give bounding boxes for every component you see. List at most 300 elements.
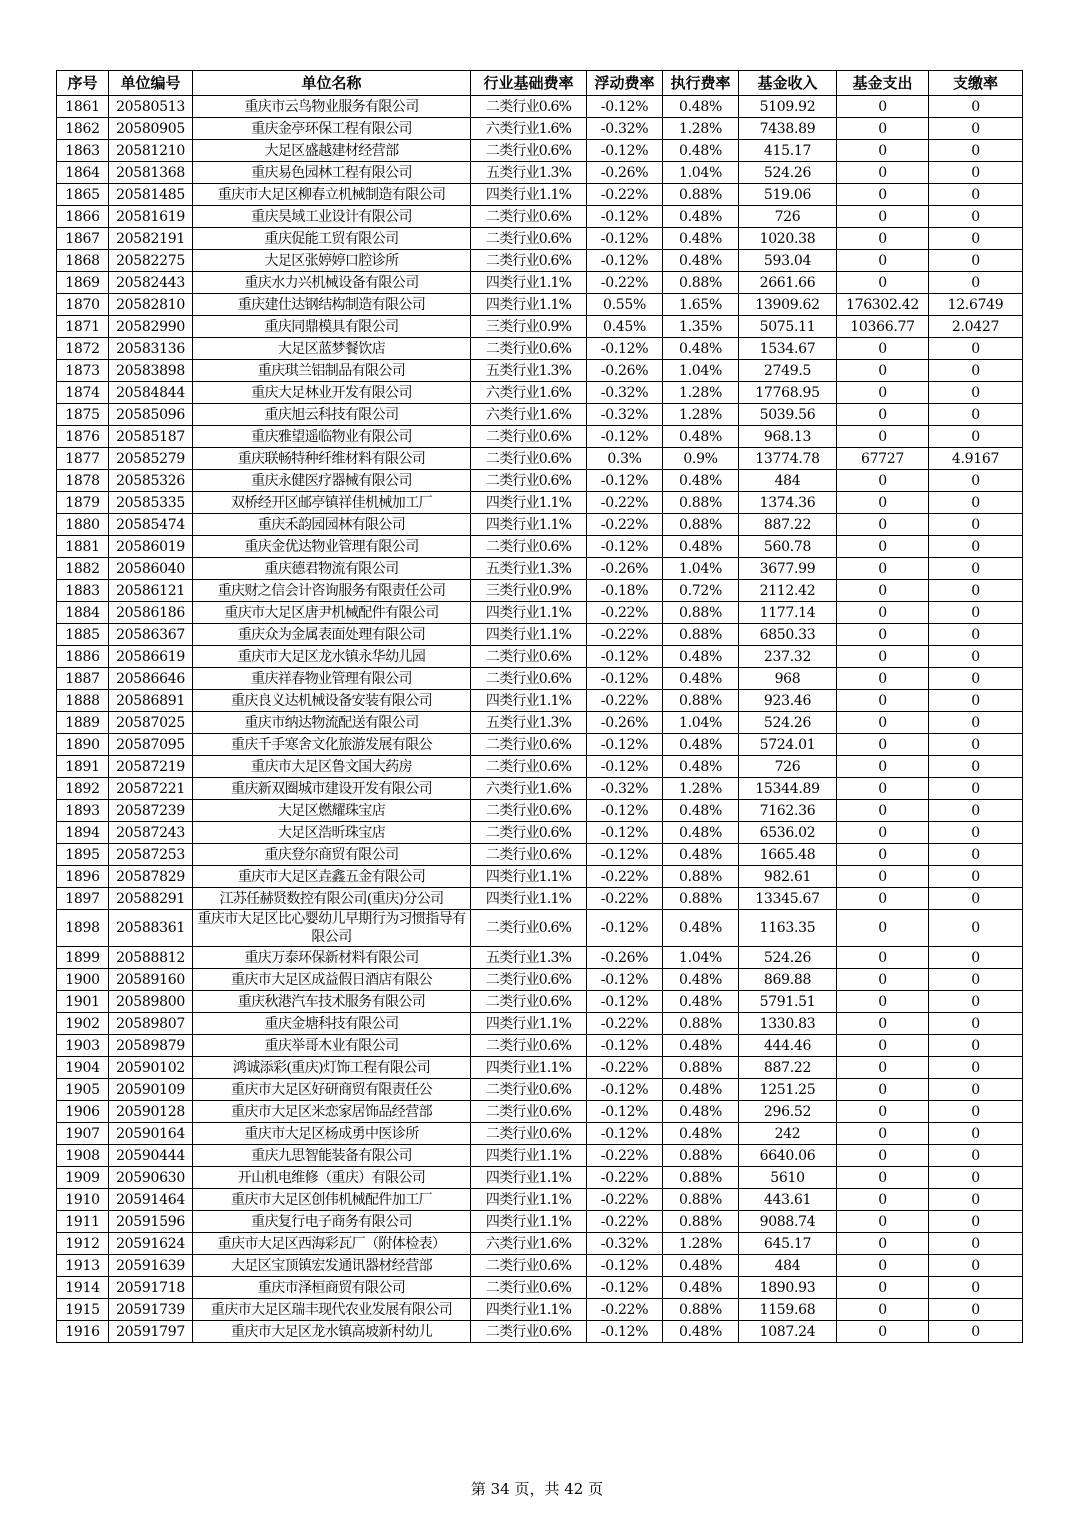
exec-rate-cell: 0.48%: [663, 991, 739, 1013]
payout-ratio-cell: 0: [929, 888, 1023, 910]
table-row: [57, 1167, 1023, 1189]
unit-code-cell: 20586367: [109, 624, 193, 646]
unit-name-cell: 重庆市大足区龙水镇永华幼儿园: [193, 646, 471, 668]
float-rate-cell: -0.32%: [587, 118, 663, 140]
fund-expense-cell: 0: [837, 162, 929, 184]
fund-expense-cell: 0: [837, 624, 929, 646]
fund-income-cell: 3677.99: [739, 558, 837, 580]
unit-code-cell: 20585187: [109, 426, 193, 448]
fund-expense-cell: 0: [837, 1079, 929, 1101]
exec-rate-cell: 1.28%: [663, 404, 739, 426]
base-rate-cell: 四类行业1.1%: [471, 1189, 587, 1211]
fund-expense-cell: 0: [837, 1277, 929, 1299]
fund-income-cell: 9088.74: [739, 1211, 837, 1233]
unit-code-cell: 20588812: [109, 947, 193, 969]
base-rate-cell: 四类行业1.1%: [471, 1299, 587, 1321]
table-row: [57, 1299, 1023, 1321]
fund-income-cell: 1534.67: [739, 338, 837, 360]
float-rate-cell: -0.22%: [587, 1299, 663, 1321]
unit-code-cell: 20591624: [109, 1233, 193, 1255]
seq-cell: 1895: [57, 844, 109, 866]
payout-ratio-cell: 0: [929, 184, 1023, 206]
fund-expense-cell: 0: [837, 338, 929, 360]
base-rate-cell: 二类行业0.6%: [471, 910, 587, 947]
header-seq: 序号: [57, 71, 109, 96]
fund-income-cell: 1159.68: [739, 1299, 837, 1321]
base-rate-cell: 二类行业0.6%: [471, 668, 587, 690]
fund-expense-cell: 10366.77: [837, 316, 929, 338]
exec-rate-cell: 1.04%: [663, 162, 739, 184]
seq-cell: 1882: [57, 558, 109, 580]
float-rate-cell: -0.26%: [587, 947, 663, 969]
exec-rate-cell: 0.48%: [663, 969, 739, 991]
base-rate-cell: 五类行业1.3%: [471, 947, 587, 969]
exec-rate-cell: 1.04%: [663, 360, 739, 382]
fund-income-cell: 15344.89: [739, 778, 837, 800]
exec-rate-cell: 1.04%: [663, 947, 739, 969]
table-row: [57, 888, 1023, 910]
fund-expense-cell: 176302.42: [837, 294, 929, 316]
table-row: [57, 1211, 1023, 1233]
fund-income-cell: 17768.95: [739, 382, 837, 404]
unit-name-cell: 重庆同鼎模具有限公司: [193, 316, 471, 338]
table-row: [57, 602, 1023, 624]
table-row: [57, 778, 1023, 800]
table-row: [57, 96, 1023, 118]
unit-name-cell: 重庆众为金属表面处理有限公司: [193, 624, 471, 646]
table-row: [57, 470, 1023, 492]
unit-name-cell: 重庆市大足区创伟机械配件加工厂: [193, 1189, 471, 1211]
fund-income-cell: 887.22: [739, 514, 837, 536]
fund-expense-cell: 0: [837, 272, 929, 294]
base-rate-cell: 四类行业1.1%: [471, 624, 587, 646]
base-rate-cell: 二类行业0.6%: [471, 1255, 587, 1277]
unit-code-cell: 20585096: [109, 404, 193, 426]
unit-code-cell: 20591639: [109, 1255, 193, 1277]
table-row: [57, 228, 1023, 250]
exec-rate-cell: 0.88%: [663, 1211, 739, 1233]
payout-ratio-cell: 0: [929, 382, 1023, 404]
fund-income-cell: 5039.56: [739, 404, 837, 426]
seq-cell: 1880: [57, 514, 109, 536]
fund-income-cell: 982.61: [739, 866, 837, 888]
base-rate-cell: 四类行业1.1%: [471, 294, 587, 316]
fund-income-cell: 5610: [739, 1167, 837, 1189]
exec-rate-cell: 0.48%: [663, 1101, 739, 1123]
seq-cell: 1886: [57, 646, 109, 668]
float-rate-cell: -0.26%: [587, 558, 663, 580]
unit-code-cell: 20586891: [109, 690, 193, 712]
seq-cell: 1890: [57, 734, 109, 756]
seq-cell: 1894: [57, 822, 109, 844]
payout-ratio-cell: 0: [929, 250, 1023, 272]
unit-code-cell: 20591718: [109, 1277, 193, 1299]
table-row: [57, 426, 1023, 448]
payout-ratio-cell: 0: [929, 991, 1023, 1013]
fund-expense-cell: 0: [837, 558, 929, 580]
float-rate-cell: -0.12%: [587, 646, 663, 668]
seq-cell: 1907: [57, 1123, 109, 1145]
fund-income-cell: 1087.24: [739, 1321, 837, 1343]
payout-ratio-cell: 12.6749: [929, 294, 1023, 316]
unit-name-cell: 重庆市大足区垚鑫五金有限公司: [193, 866, 471, 888]
exec-rate-cell: 1.28%: [663, 382, 739, 404]
seq-cell: 1892: [57, 778, 109, 800]
fund-income-cell: 726: [739, 206, 837, 228]
unit-name-cell: 重庆市大足区瑞丰现代农业发展有限公司: [193, 1299, 471, 1321]
fund-expense-cell: 0: [837, 1123, 929, 1145]
float-rate-cell: -0.12%: [587, 250, 663, 272]
table-row: [57, 536, 1023, 558]
seq-cell: 1874: [57, 382, 109, 404]
fund-expense-cell: 0: [837, 866, 929, 888]
payout-ratio-cell: 0: [929, 1321, 1023, 1343]
exec-rate-cell: 1.04%: [663, 712, 739, 734]
exec-rate-cell: 1.28%: [663, 118, 739, 140]
float-rate-cell: -0.12%: [587, 1101, 663, 1123]
fund-expense-cell: 0: [837, 668, 929, 690]
table-row: [57, 492, 1023, 514]
unit-name-cell: 开山机电维修（重庆）有限公司: [193, 1167, 471, 1189]
base-rate-cell: 二类行业0.6%: [471, 756, 587, 778]
base-rate-cell: 四类行业1.1%: [471, 1167, 587, 1189]
fund-income-cell: 524.26: [739, 712, 837, 734]
float-rate-cell: -0.22%: [587, 272, 663, 294]
base-rate-cell: 二类行业0.6%: [471, 96, 587, 118]
payout-ratio-cell: 0: [929, 558, 1023, 580]
float-rate-cell: 0.3%: [587, 448, 663, 470]
unit-name-cell: 重庆琪兰铝制品有限公司: [193, 360, 471, 382]
float-rate-cell: -0.12%: [587, 426, 663, 448]
table-row: [57, 991, 1023, 1013]
unit-code-cell: 20583136: [109, 338, 193, 360]
fund-income-cell: 5075.11: [739, 316, 837, 338]
page-number: 第 34 页，共 42 页: [470, 1480, 604, 1498]
header-exec-rate: 执行费率: [663, 71, 739, 96]
payout-ratio-cell: 0: [929, 1255, 1023, 1277]
table-row: [57, 712, 1023, 734]
unit-name-cell: 重庆市大足区杨成勇中医诊所: [193, 1123, 471, 1145]
table-row: [57, 822, 1023, 844]
fund-expense-cell: 0: [837, 228, 929, 250]
table-row: [57, 382, 1023, 404]
unit-code-cell: 20591596: [109, 1211, 193, 1233]
unit-name-cell: 重庆登尔商贸有限公司: [193, 844, 471, 866]
table-row: [57, 448, 1023, 470]
base-rate-cell: 四类行业1.1%: [471, 492, 587, 514]
payout-ratio-cell: 0: [929, 404, 1023, 426]
header-fund-income: 基金收入: [739, 71, 837, 96]
fund-expense-cell: 0: [837, 1057, 929, 1079]
payout-ratio-cell: 0: [929, 800, 1023, 822]
exec-rate-cell: 0.88%: [663, 624, 739, 646]
seq-cell: 1877: [57, 448, 109, 470]
exec-rate-cell: 0.48%: [663, 228, 739, 250]
payout-ratio-cell: 0: [929, 1079, 1023, 1101]
base-rate-cell: 四类行业1.1%: [471, 866, 587, 888]
base-rate-cell: 二类行业0.6%: [471, 338, 587, 360]
base-rate-cell: 二类行业0.6%: [471, 470, 587, 492]
payout-ratio-cell: 0: [929, 602, 1023, 624]
seq-cell: 1901: [57, 991, 109, 1013]
fund-expense-cell: 0: [837, 536, 929, 558]
fund-expense-cell: 0: [837, 646, 929, 668]
seq-cell: 1904: [57, 1057, 109, 1079]
seq-cell: 1863: [57, 140, 109, 162]
table-row: [57, 800, 1023, 822]
base-rate-cell: 二类行业0.6%: [471, 250, 587, 272]
float-rate-cell: -0.22%: [587, 1013, 663, 1035]
unit-code-cell: 20580905: [109, 118, 193, 140]
unit-name-cell: 重庆市大足区唐尹机械配件有限公司: [193, 602, 471, 624]
seq-cell: 1875: [57, 404, 109, 426]
float-rate-cell: -0.32%: [587, 1233, 663, 1255]
exec-rate-cell: 0.48%: [663, 1079, 739, 1101]
float-rate-cell: -0.12%: [587, 668, 663, 690]
exec-rate-cell: 0.88%: [663, 272, 739, 294]
fund-income-cell: 645.17: [739, 1233, 837, 1255]
table-row: [57, 1013, 1023, 1035]
float-rate-cell: -0.22%: [587, 184, 663, 206]
fund-income-cell: 593.04: [739, 250, 837, 272]
table-row: [57, 1233, 1023, 1255]
payout-ratio-cell: 0: [929, 1277, 1023, 1299]
fund-income-cell: 1251.25: [739, 1079, 837, 1101]
exec-rate-cell: 0.48%: [663, 910, 739, 947]
unit-code-cell: 20587243: [109, 822, 193, 844]
unit-name-cell: 重庆水力兴机械设备有限公司: [193, 272, 471, 294]
payout-ratio-cell: 0: [929, 778, 1023, 800]
float-rate-cell: -0.22%: [587, 1057, 663, 1079]
seq-cell: 1914: [57, 1277, 109, 1299]
fund-expense-cell: 0: [837, 1233, 929, 1255]
table-row: [57, 272, 1023, 294]
seq-cell: 1906: [57, 1101, 109, 1123]
fund-expense-cell: 0: [837, 382, 929, 404]
float-rate-cell: -0.12%: [587, 910, 663, 947]
table-row: [57, 690, 1023, 712]
unit-code-cell: 20582275: [109, 250, 193, 272]
exec-rate-cell: 0.48%: [663, 338, 739, 360]
seq-cell: 1873: [57, 360, 109, 382]
base-rate-cell: 二类行业0.6%: [471, 1035, 587, 1057]
exec-rate-cell: 0.48%: [663, 1277, 739, 1299]
unit-name-cell: 重庆市泽桓商贸有限公司: [193, 1277, 471, 1299]
seq-cell: 1867: [57, 228, 109, 250]
fund-expense-cell: 0: [837, 1013, 929, 1035]
table-row: [57, 668, 1023, 690]
float-rate-cell: -0.12%: [587, 470, 663, 492]
exec-rate-cell: 0.88%: [663, 184, 739, 206]
base-rate-cell: 六类行业1.6%: [471, 382, 587, 404]
table-row: [57, 294, 1023, 316]
exec-rate-cell: 0.48%: [663, 1123, 739, 1145]
base-rate-cell: 二类行业0.6%: [471, 1079, 587, 1101]
table-row: [57, 844, 1023, 866]
table-row: [57, 118, 1023, 140]
fund-income-cell: 1020.38: [739, 228, 837, 250]
fund-expense-cell: 0: [837, 1255, 929, 1277]
float-rate-cell: -0.22%: [587, 690, 663, 712]
fund-expense-cell: 0: [837, 969, 929, 991]
unit-code-cell: 20586619: [109, 646, 193, 668]
exec-rate-cell: 0.88%: [663, 888, 739, 910]
base-rate-cell: 三类行业0.9%: [471, 580, 587, 602]
exec-rate-cell: 0.48%: [663, 426, 739, 448]
payout-ratio-cell: 0: [929, 668, 1023, 690]
float-rate-cell: -0.32%: [587, 404, 663, 426]
header-fund-expense: 基金支出: [837, 71, 929, 96]
exec-rate-cell: 0.88%: [663, 1013, 739, 1035]
float-rate-cell: -0.12%: [587, 1123, 663, 1145]
unit-code-cell: 20587221: [109, 778, 193, 800]
payout-ratio-cell: 0: [929, 162, 1023, 184]
seq-cell: 1899: [57, 947, 109, 969]
table-row: [57, 646, 1023, 668]
table-row: [57, 1321, 1023, 1343]
fund-income-cell: 237.32: [739, 646, 837, 668]
unit-code-cell: 20590128: [109, 1101, 193, 1123]
unit-code-cell: 20587253: [109, 844, 193, 866]
unit-code-cell: 20590102: [109, 1057, 193, 1079]
unit-name-cell: 重庆市大足区西海彩瓦厂（附体检表）: [193, 1233, 471, 1255]
fund-expense-cell: 0: [837, 1321, 929, 1343]
unit-code-cell: 20581210: [109, 140, 193, 162]
payout-ratio-cell: 4.9167: [929, 448, 1023, 470]
fund-income-cell: 6850.33: [739, 624, 837, 646]
payout-ratio-cell: 0: [929, 1211, 1023, 1233]
seq-cell: 1903: [57, 1035, 109, 1057]
fund-income-cell: 415.17: [739, 140, 837, 162]
base-rate-cell: 六类行业1.6%: [471, 118, 587, 140]
table-row: [57, 1101, 1023, 1123]
unit-name-cell: 重庆金塘科技有限公司: [193, 1013, 471, 1035]
fund-expense-cell: 0: [837, 426, 929, 448]
unit-code-cell: 20580513: [109, 96, 193, 118]
fund-table: [56, 70, 1023, 1343]
fund-expense-cell: 0: [837, 712, 929, 734]
payout-ratio-cell: 0: [929, 1167, 1023, 1189]
unit-name-cell: 重庆市大足区柳春立机械制造有限公司: [193, 184, 471, 206]
unit-code-cell: 20590444: [109, 1145, 193, 1167]
float-rate-cell: -0.12%: [587, 822, 663, 844]
exec-rate-cell: 0.48%: [663, 140, 739, 162]
unit-code-cell: 20585474: [109, 514, 193, 536]
fund-expense-cell: 0: [837, 580, 929, 602]
base-rate-cell: 四类行业1.1%: [471, 272, 587, 294]
float-rate-cell: -0.26%: [587, 360, 663, 382]
payout-ratio-cell: 0: [929, 1013, 1023, 1035]
payout-ratio-cell: 0: [929, 514, 1023, 536]
fund-expense-cell: 0: [837, 1145, 929, 1167]
payout-ratio-cell: 0: [929, 1299, 1023, 1321]
table-row: [57, 250, 1023, 272]
fund-income-cell: 1890.93: [739, 1277, 837, 1299]
table-row: [57, 734, 1023, 756]
exec-rate-cell: 0.88%: [663, 866, 739, 888]
seq-cell: 1910: [57, 1189, 109, 1211]
float-rate-cell: -0.22%: [587, 888, 663, 910]
float-rate-cell: -0.12%: [587, 1035, 663, 1057]
float-rate-cell: -0.22%: [587, 602, 663, 624]
base-rate-cell: 二类行业0.6%: [471, 646, 587, 668]
seq-cell: 1891: [57, 756, 109, 778]
seq-cell: 1896: [57, 866, 109, 888]
fund-income-cell: 968: [739, 668, 837, 690]
unit-code-cell: 20589879: [109, 1035, 193, 1057]
seq-cell: 1868: [57, 250, 109, 272]
payout-ratio-cell: 0: [929, 580, 1023, 602]
fund-income-cell: 968.13: [739, 426, 837, 448]
unit-name-cell: 重庆促能工贸有限公司: [193, 228, 471, 250]
float-rate-cell: -0.12%: [587, 536, 663, 558]
unit-code-cell: 20582810: [109, 294, 193, 316]
unit-code-cell: 20584844: [109, 382, 193, 404]
float-rate-cell: -0.22%: [587, 866, 663, 888]
base-rate-cell: 二类行业0.6%: [471, 206, 587, 228]
fund-expense-cell: 0: [837, 822, 929, 844]
fund-income-cell: 560.78: [739, 536, 837, 558]
table-row: [57, 1057, 1023, 1079]
seq-cell: 1862: [57, 118, 109, 140]
unit-code-cell: 20589160: [109, 969, 193, 991]
unit-name-cell: 重庆良义达机械设备安装有限公司: [193, 690, 471, 712]
payout-ratio-cell: 0: [929, 1035, 1023, 1057]
seq-cell: 1878: [57, 470, 109, 492]
table-header-row: [57, 71, 1023, 96]
unit-name-cell: 重庆九思智能装备有限公司: [193, 1145, 471, 1167]
fund-expense-cell: 0: [837, 184, 929, 206]
exec-rate-cell: 0.48%: [663, 206, 739, 228]
table-row: [57, 184, 1023, 206]
fund-income-cell: 1330.83: [739, 1013, 837, 1035]
unit-name-cell: 重庆千手寒舍文化旅游发展有限公: [193, 734, 471, 756]
exec-rate-cell: 0.48%: [663, 1035, 739, 1057]
fund-expense-cell: 67727: [837, 448, 929, 470]
table-row: [57, 1079, 1023, 1101]
base-rate-cell: 四类行业1.1%: [471, 602, 587, 624]
unit-code-cell: 20590164: [109, 1123, 193, 1145]
table-row: [57, 316, 1023, 338]
base-rate-cell: 二类行业0.6%: [471, 426, 587, 448]
base-rate-cell: 四类行业1.1%: [471, 184, 587, 206]
unit-name-cell: 重庆市大足区鲁文国大药房: [193, 756, 471, 778]
seq-cell: 1887: [57, 668, 109, 690]
seq-cell: 1905: [57, 1079, 109, 1101]
table-row: [57, 140, 1023, 162]
fund-income-cell: 1374.36: [739, 492, 837, 514]
unit-name-cell: 重庆举哥木业有限公司: [193, 1035, 471, 1057]
fund-income-cell: 6640.06: [739, 1145, 837, 1167]
fund-income-cell: 869.88: [739, 969, 837, 991]
exec-rate-cell: 0.88%: [663, 690, 739, 712]
exec-rate-cell: 0.48%: [663, 844, 739, 866]
exec-rate-cell: 0.9%: [663, 448, 739, 470]
payout-ratio-cell: 0: [929, 426, 1023, 448]
exec-rate-cell: 1.35%: [663, 316, 739, 338]
table-row: [57, 947, 1023, 969]
fund-expense-cell: 0: [837, 140, 929, 162]
unit-code-cell: 20586019: [109, 536, 193, 558]
fund-expense-cell: 0: [837, 734, 929, 756]
payout-ratio-cell: 0: [929, 822, 1023, 844]
payout-ratio-cell: 0: [929, 492, 1023, 514]
unit-code-cell: 20588361: [109, 910, 193, 947]
unit-name-cell: 重庆易色园林工程有限公司: [193, 162, 471, 184]
payout-ratio-cell: 0: [929, 734, 1023, 756]
unit-name-cell: 重庆市大足区米恋家居饰品经营部: [193, 1101, 471, 1123]
base-rate-cell: 二类行业0.6%: [471, 140, 587, 162]
